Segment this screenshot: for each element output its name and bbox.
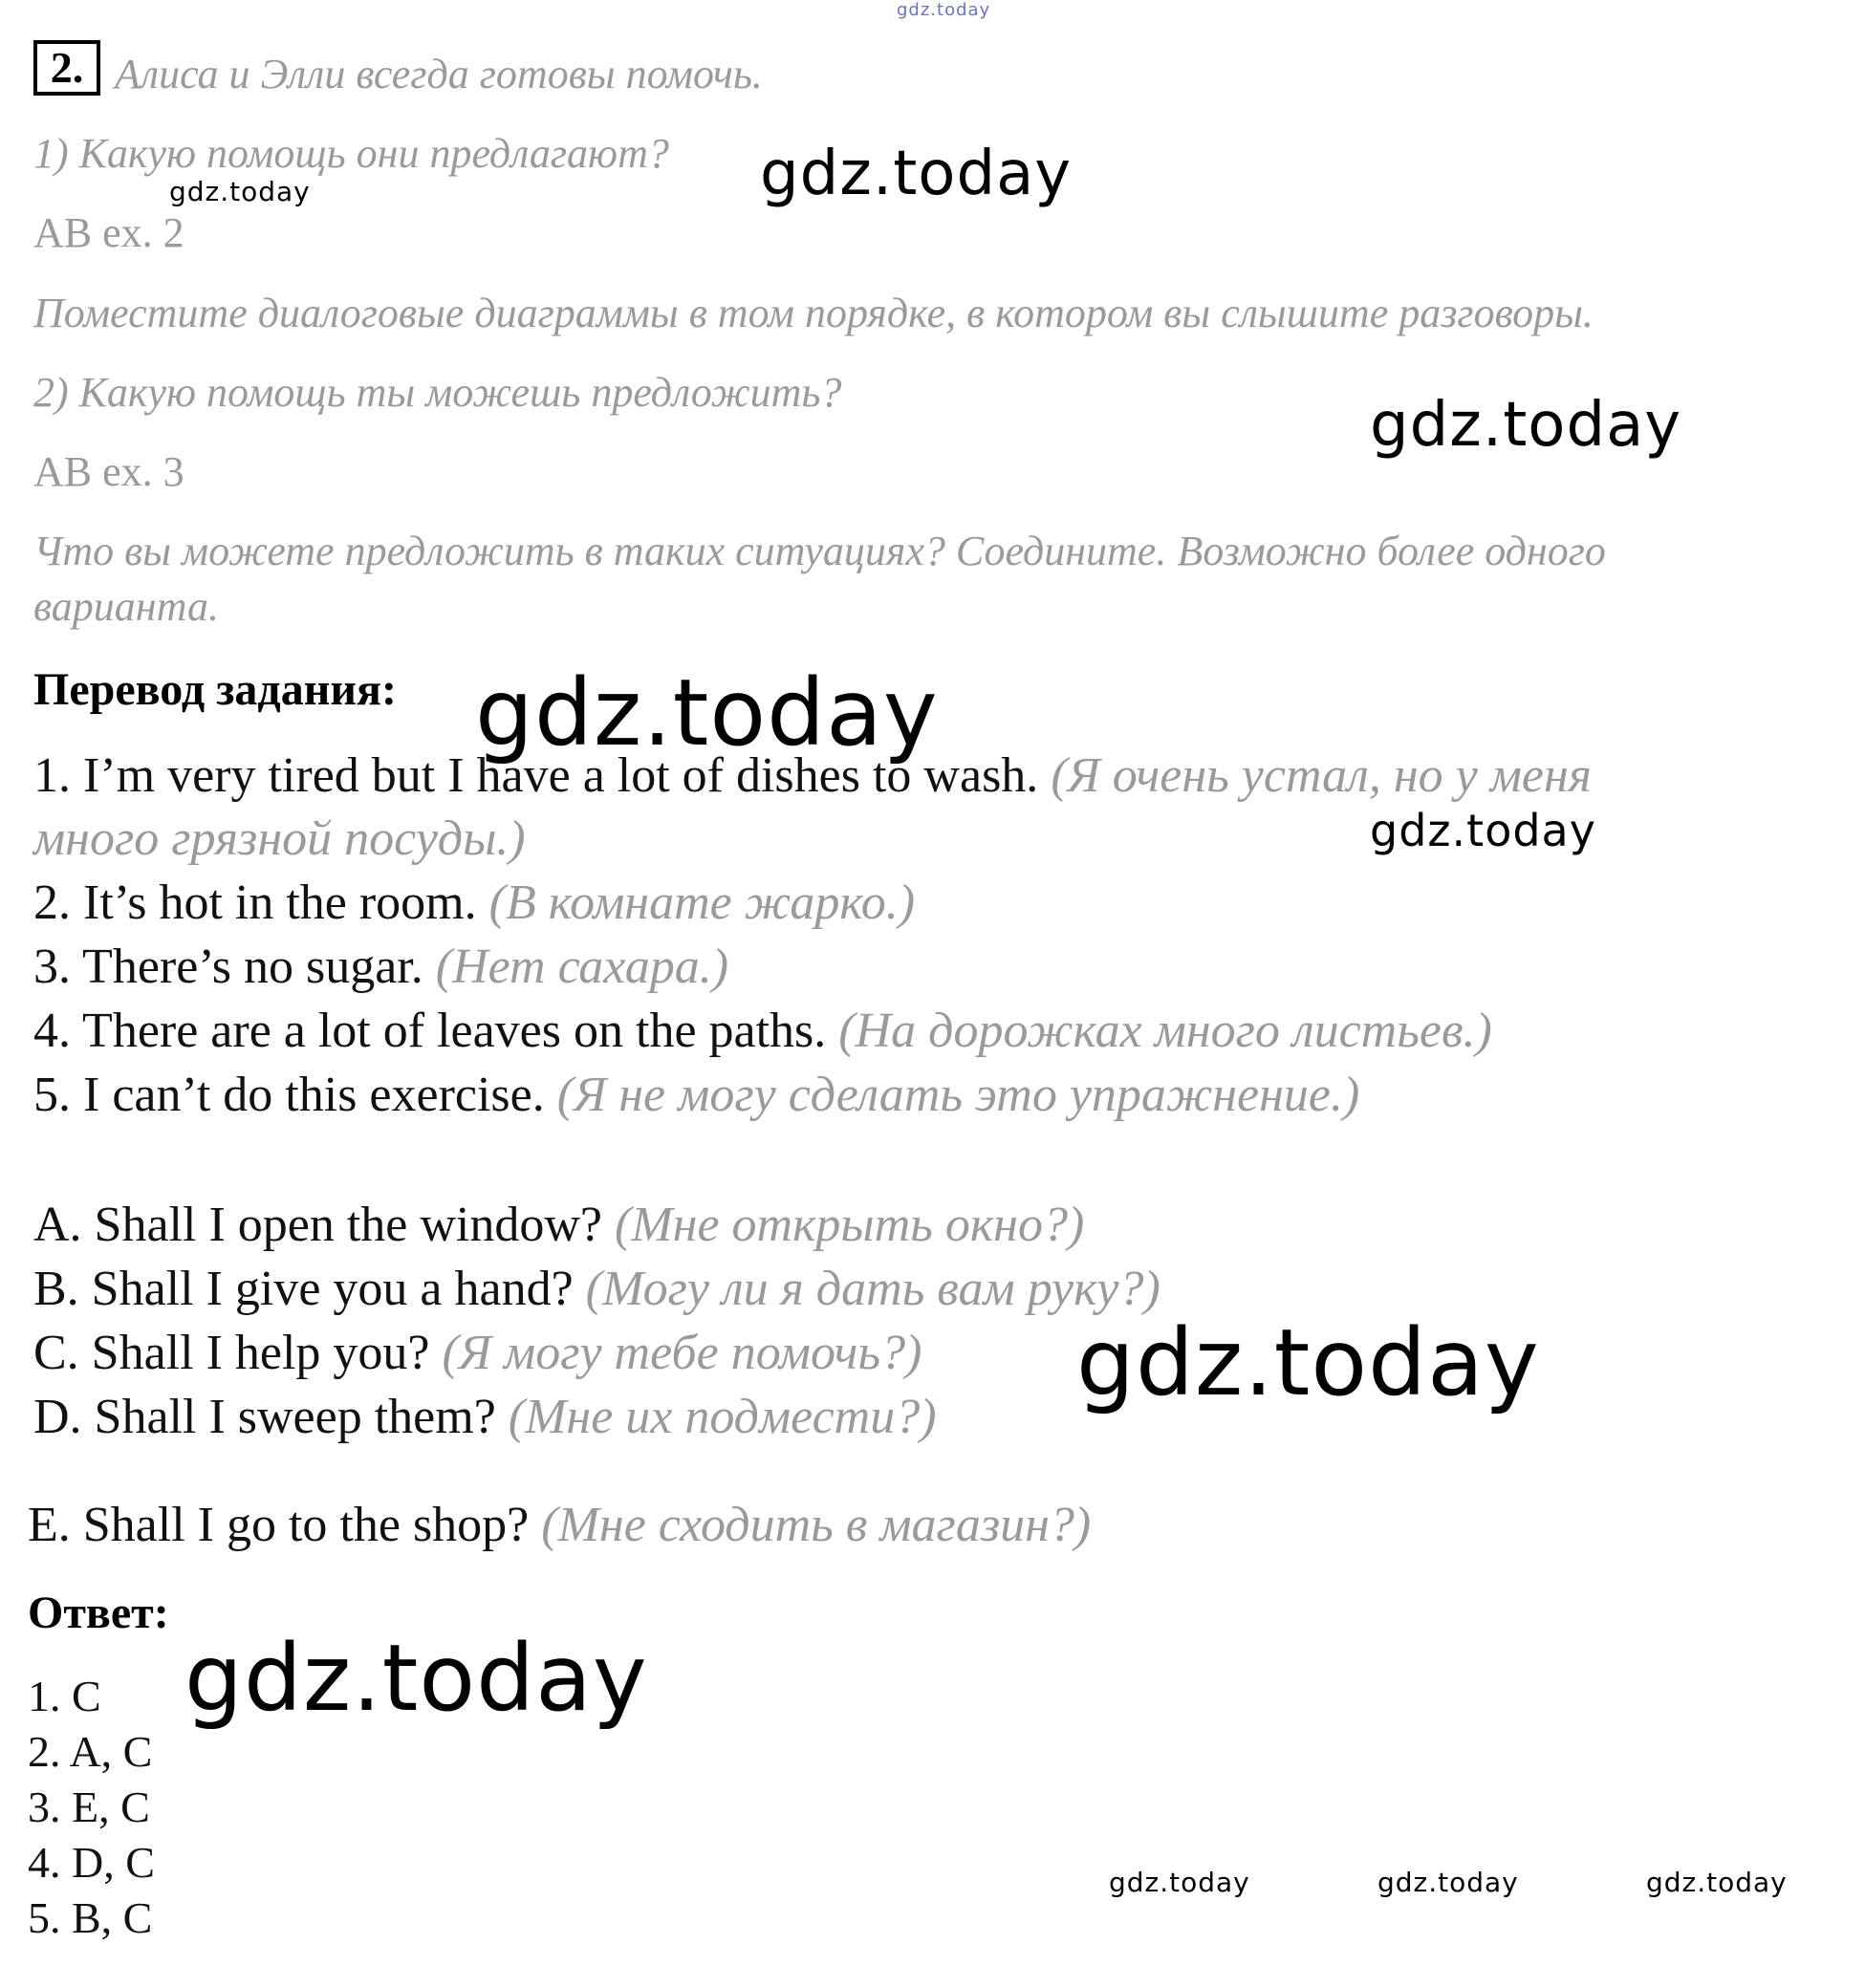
watermark-small-2: gdz.today <box>1109 1867 1250 1898</box>
question-1: 1) Какую помощь они предлагают? <box>33 130 669 177</box>
offer-d <box>33 1389 937 1445</box>
watermark-small-4: gdz.today <box>1646 1867 1788 1898</box>
offer-a-ru: (Мне открыть окно?) <box>615 1198 1085 1252</box>
offer-a <box>33 1197 1084 1253</box>
watermark-large-1: gdz.today <box>760 139 1073 209</box>
offer-b-ru: (Могу ли я дать вам руку?) <box>585 1262 1160 1316</box>
offer-e <box>28 1497 1091 1553</box>
situation-2-en: 2. It’s hot in the room. <box>33 875 477 930</box>
situation-1 <box>33 747 1592 804</box>
exercise-title: Алиса и Элли всегда готовы помочь. <box>115 51 763 97</box>
situation-1-ru-cont: много грязной посуды.) <box>33 811 526 866</box>
offer-e-en: E. Shall I go to the shop? <box>28 1498 530 1552</box>
offer-a-en: A. Shall I open the window? <box>33 1198 603 1252</box>
situation-4-ru: (На дорожках много листьев.) <box>838 1004 1492 1058</box>
offer-b <box>33 1261 1160 1317</box>
situation-5-en: 5. I can’t do this exercise. <box>33 1068 545 1122</box>
watermark-xlarge-1: gdz.today <box>475 659 939 767</box>
question-2: 2) Какую помощь ты можешь предложить? <box>33 369 842 416</box>
answer-heading: Ответ: <box>28 1588 169 1638</box>
situation-5-ru: (Я не могу сделать это упражнение.) <box>556 1068 1360 1122</box>
situation-3 <box>33 939 728 995</box>
situation-1-ru: (Я очень устал, но у меня <box>1051 748 1592 803</box>
situation-4 <box>33 1003 1492 1059</box>
offer-e-ru: (Мне сходить в магазин?) <box>541 1498 1092 1552</box>
activity-book-ref-1: AB ex. 2 <box>33 209 184 256</box>
situation-2 <box>33 875 915 931</box>
offer-c-ru: (Я могу тебе помочь?) <box>442 1326 922 1380</box>
answer-item-1: 1. C <box>28 1672 101 1720</box>
instruction-1: Поместите диалоговые диаграммы в том порядке, в котором вы слышите разговоры. <box>33 290 1594 336</box>
watermark-small-3: gdz.today <box>1377 1867 1519 1898</box>
situation-4-en: 4. There are a lot of leaves on the paths. <box>33 1004 827 1058</box>
instruction-2-line-1: Что вы можете предложить в таких ситуациях? Соедините. Возможно более одного <box>33 528 1606 574</box>
situation-5 <box>33 1067 1359 1123</box>
watermark-large-2: gdz.today <box>1370 390 1682 461</box>
answer-item-5: 5. B, C <box>28 1893 153 1942</box>
offer-c <box>33 1325 922 1381</box>
offer-c-en: C. Shall I help you? <box>33 1326 430 1380</box>
answer-item-4: 4. D, C <box>28 1838 155 1887</box>
watermark-xlarge-3: gdz.today <box>184 1625 648 1732</box>
situation-1-en: 1. I’m very tired but I have a lot of dishes to wash. <box>33 748 1039 803</box>
translation-heading: Перевод задания: <box>33 664 397 715</box>
watermark-xlarge-2: gdz.today <box>1076 1309 1540 1416</box>
watermark-small-1: gdz.today <box>169 176 311 207</box>
exercise-number: 2. <box>33 40 100 96</box>
offer-b-en: B. Shall I give you a hand? <box>33 1262 574 1316</box>
situation-3-en: 3. There’s no sugar. <box>33 940 423 994</box>
answer-item-2: 2. A, C <box>28 1727 153 1776</box>
answer-item-3: 3. E, C <box>28 1783 150 1831</box>
instruction-2-line-2: варианта. <box>33 583 219 630</box>
offer-d-ru: (Мне их подмести?) <box>508 1390 937 1444</box>
offer-d-en: D. Shall I sweep them? <box>33 1390 496 1444</box>
watermark-medium-1: gdz.today <box>1370 805 1596 856</box>
activity-book-ref-2: AB ex. 3 <box>33 448 184 495</box>
situation-3-ru: (Нет сахара.) <box>435 940 729 994</box>
situation-2-ru: (В комнате жарко.) <box>488 875 916 930</box>
watermark-top: gdz.today <box>897 0 991 20</box>
